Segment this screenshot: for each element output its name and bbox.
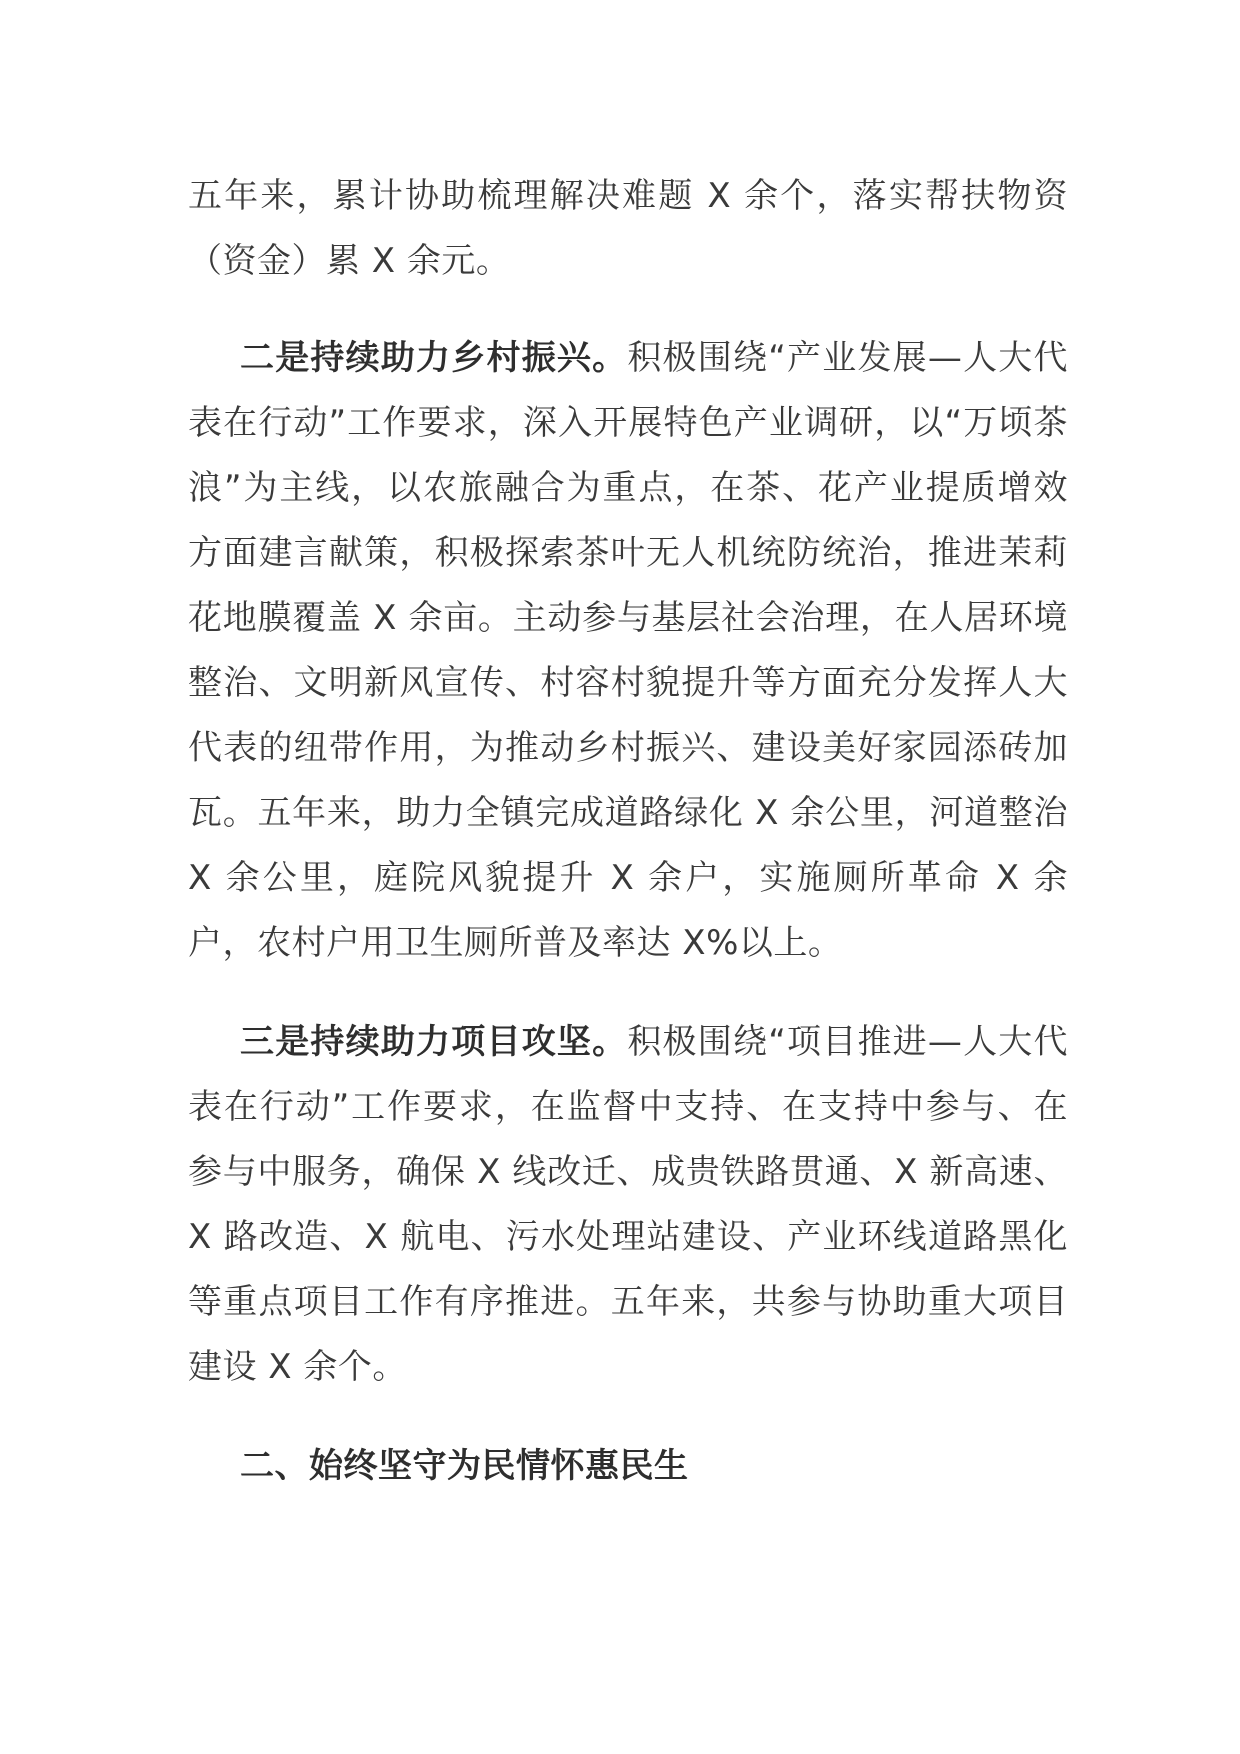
paragraph-text: 积极围绕“产业发展—人大代表在行动”工作要求，深入开展特色产业调研，以“万顷茶浪”为主线，以农旅融合为重点，在茶、花产业提质增效方面建言献策，积极探索茶叶无人机统防统治，推进茉莉花地膜覆盖 X 余亩。主动参与基层社会治理，在人居环境整治、文明新风宣传、村容村貌提升等方面充分发挥人大代表的纽带作用，为推动乡村振兴、建设美好家园添砖加瓦。五年来，助力全镇完成道路绿化 X 余公里，河道整治 X 余公里，庭院风貌提升 X 余户，实施厕所革命 X 余户，农村户用卫生厕所普及率达 X%以上。 <box>188 338 1069 963</box>
paragraph-text: 五年来，累计协助梳理解决难题 X 余个，落实帮扶物资（资金）累 X 余元。 <box>188 176 1068 281</box>
section-heading-text: 二、始终坚守为民情怀惠民生 <box>240 1446 689 1486</box>
paragraph-body <box>188 1010 1068 1400</box>
paragraph-text: 积极围绕“项目推进—人大代表在行动”工作要求，在监督中支持、在支持中参与、在参与中服务，确保 X 线改迁、成贵铁路贯通、X 新高速、X 路改造、X 航电、污水处理站建设、产业环线道路黑化等重点项目工作有序推进。五年来，共参与协助重大项目建设 X 余个。 <box>188 1022 1069 1387</box>
paragraph-body <box>188 326 1068 976</box>
paragraph-continuation <box>188 164 1068 294</box>
section-heading <box>188 1434 1068 1499</box>
paragraph-project-push <box>188 1010 1068 1400</box>
paragraph-rural-revitalization <box>188 326 1068 976</box>
paragraph-lead: 三是持续助力项目攻坚。 <box>240 1022 628 1062</box>
paragraph-lead: 二是持续助力乡村振兴。 <box>240 338 628 378</box>
